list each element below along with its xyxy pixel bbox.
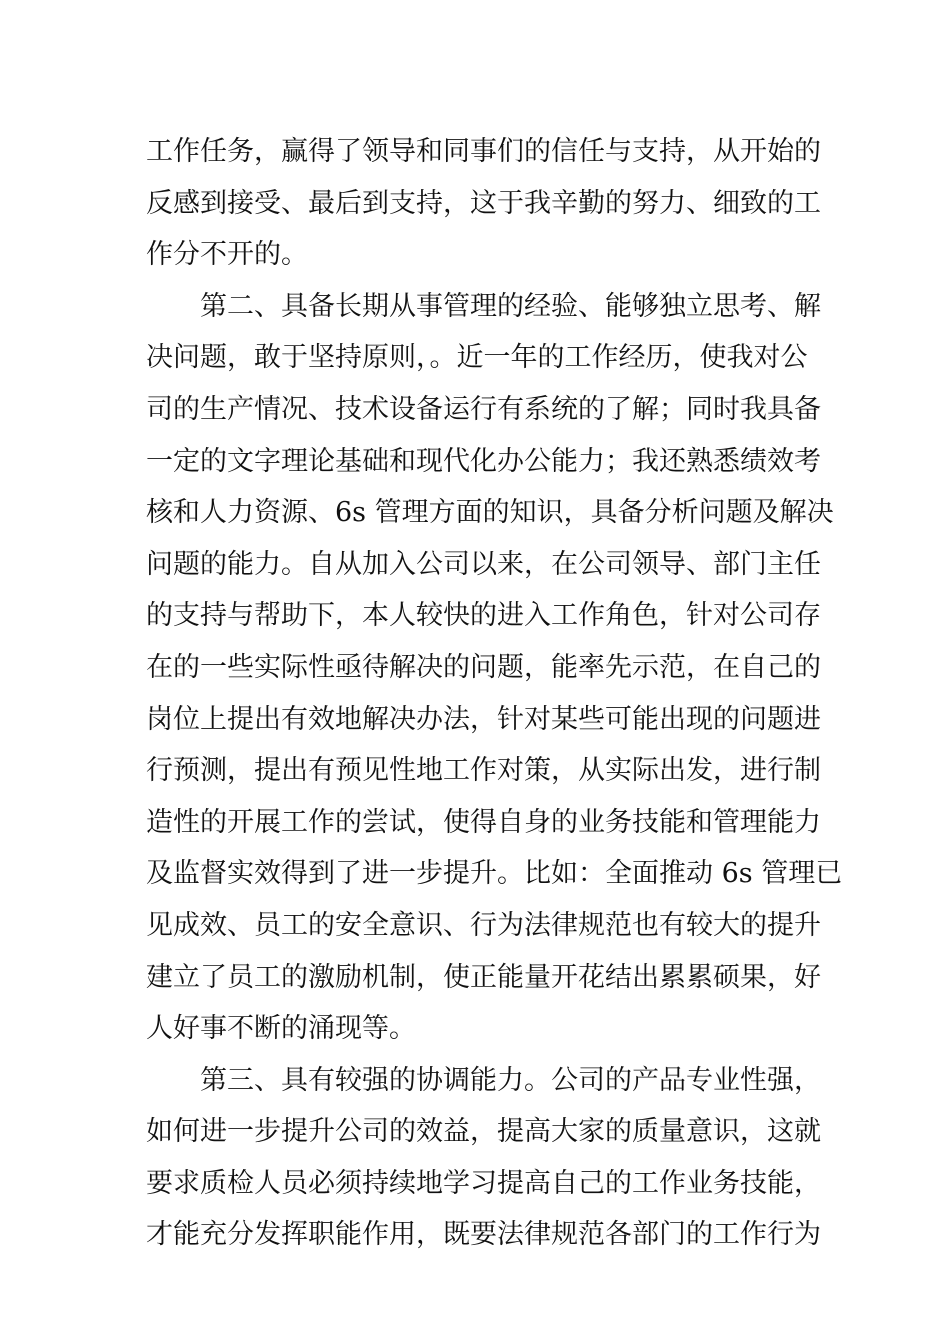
document-body xyxy=(146,126,843,1261)
text-line: 的支持与帮助下，本人较快的进入工作角色，针对公司存 xyxy=(146,600,821,632)
text-line: 才能充分发挥职能作用，既要法律规范各部门的工作行为 xyxy=(146,1219,821,1251)
text-line: 工作任务，赢得了领导和同事们的信任与支持，从开始的 xyxy=(146,136,821,167)
text-line: 人好事不断的涌现等。 xyxy=(146,1013,416,1045)
text-line: 决问题，敢于坚持原则，。近一年的工作经历，使我对公 xyxy=(146,342,808,374)
text-line: 造性的开展工作的尝试，使得自身的业务技能和管理能力 xyxy=(146,806,821,838)
paragraph-first-line: 第二、具备长期从事管理的经验、能够独立思考、解 xyxy=(200,290,821,322)
text-line: 司的生产情况、技术设备运行有系统的了解；同时我具备 xyxy=(146,393,821,425)
text-line: 反感到接受、最后到支持，这于我辛勤的努力、细致的工 xyxy=(146,187,821,219)
text-line: 及监督实效得到了进一步提升。比如：全面推动 6s 管理已 xyxy=(146,858,843,890)
text-line: 行预测，提出有预见性地工作对策，从实际出发，进行制 xyxy=(146,755,821,787)
text-line: 如何进一步提升公司的效益，提高大家的质量意识，这就 xyxy=(146,1116,821,1148)
text-line: 在的一些实际性亟待解决的问题，能率先示范，在自己的 xyxy=(146,651,821,683)
text-line: 问题的能力。自从加入公司以来，在公司领导、部门主任 xyxy=(146,548,821,580)
text-line: 要求质检人员必须持续地学习提高自己的工作业务技能， xyxy=(146,1167,821,1199)
text-line: 作分不开的。 xyxy=(146,239,308,271)
text-line: 一定的文字理论基础和现代化办公能力；我还熟悉绩效考 xyxy=(146,445,821,477)
text-line: 见成效、员工的安全意识、行为法律规范也有较大的提升 xyxy=(146,909,821,941)
text-line: 核和人力资源、6s 管理方面的知识，具备分析问题及解决 xyxy=(146,497,834,529)
text-line: 建立了员工的激励机制，使正能量开花结出累累硕果，好 xyxy=(146,961,821,993)
text-line: 岗位上提出有效地解决办法，针对某些可能出现的问题进 xyxy=(146,703,821,735)
paragraph-first-line: 第三、具有较强的协调能力。公司的产品专业性强， xyxy=(200,1064,821,1096)
